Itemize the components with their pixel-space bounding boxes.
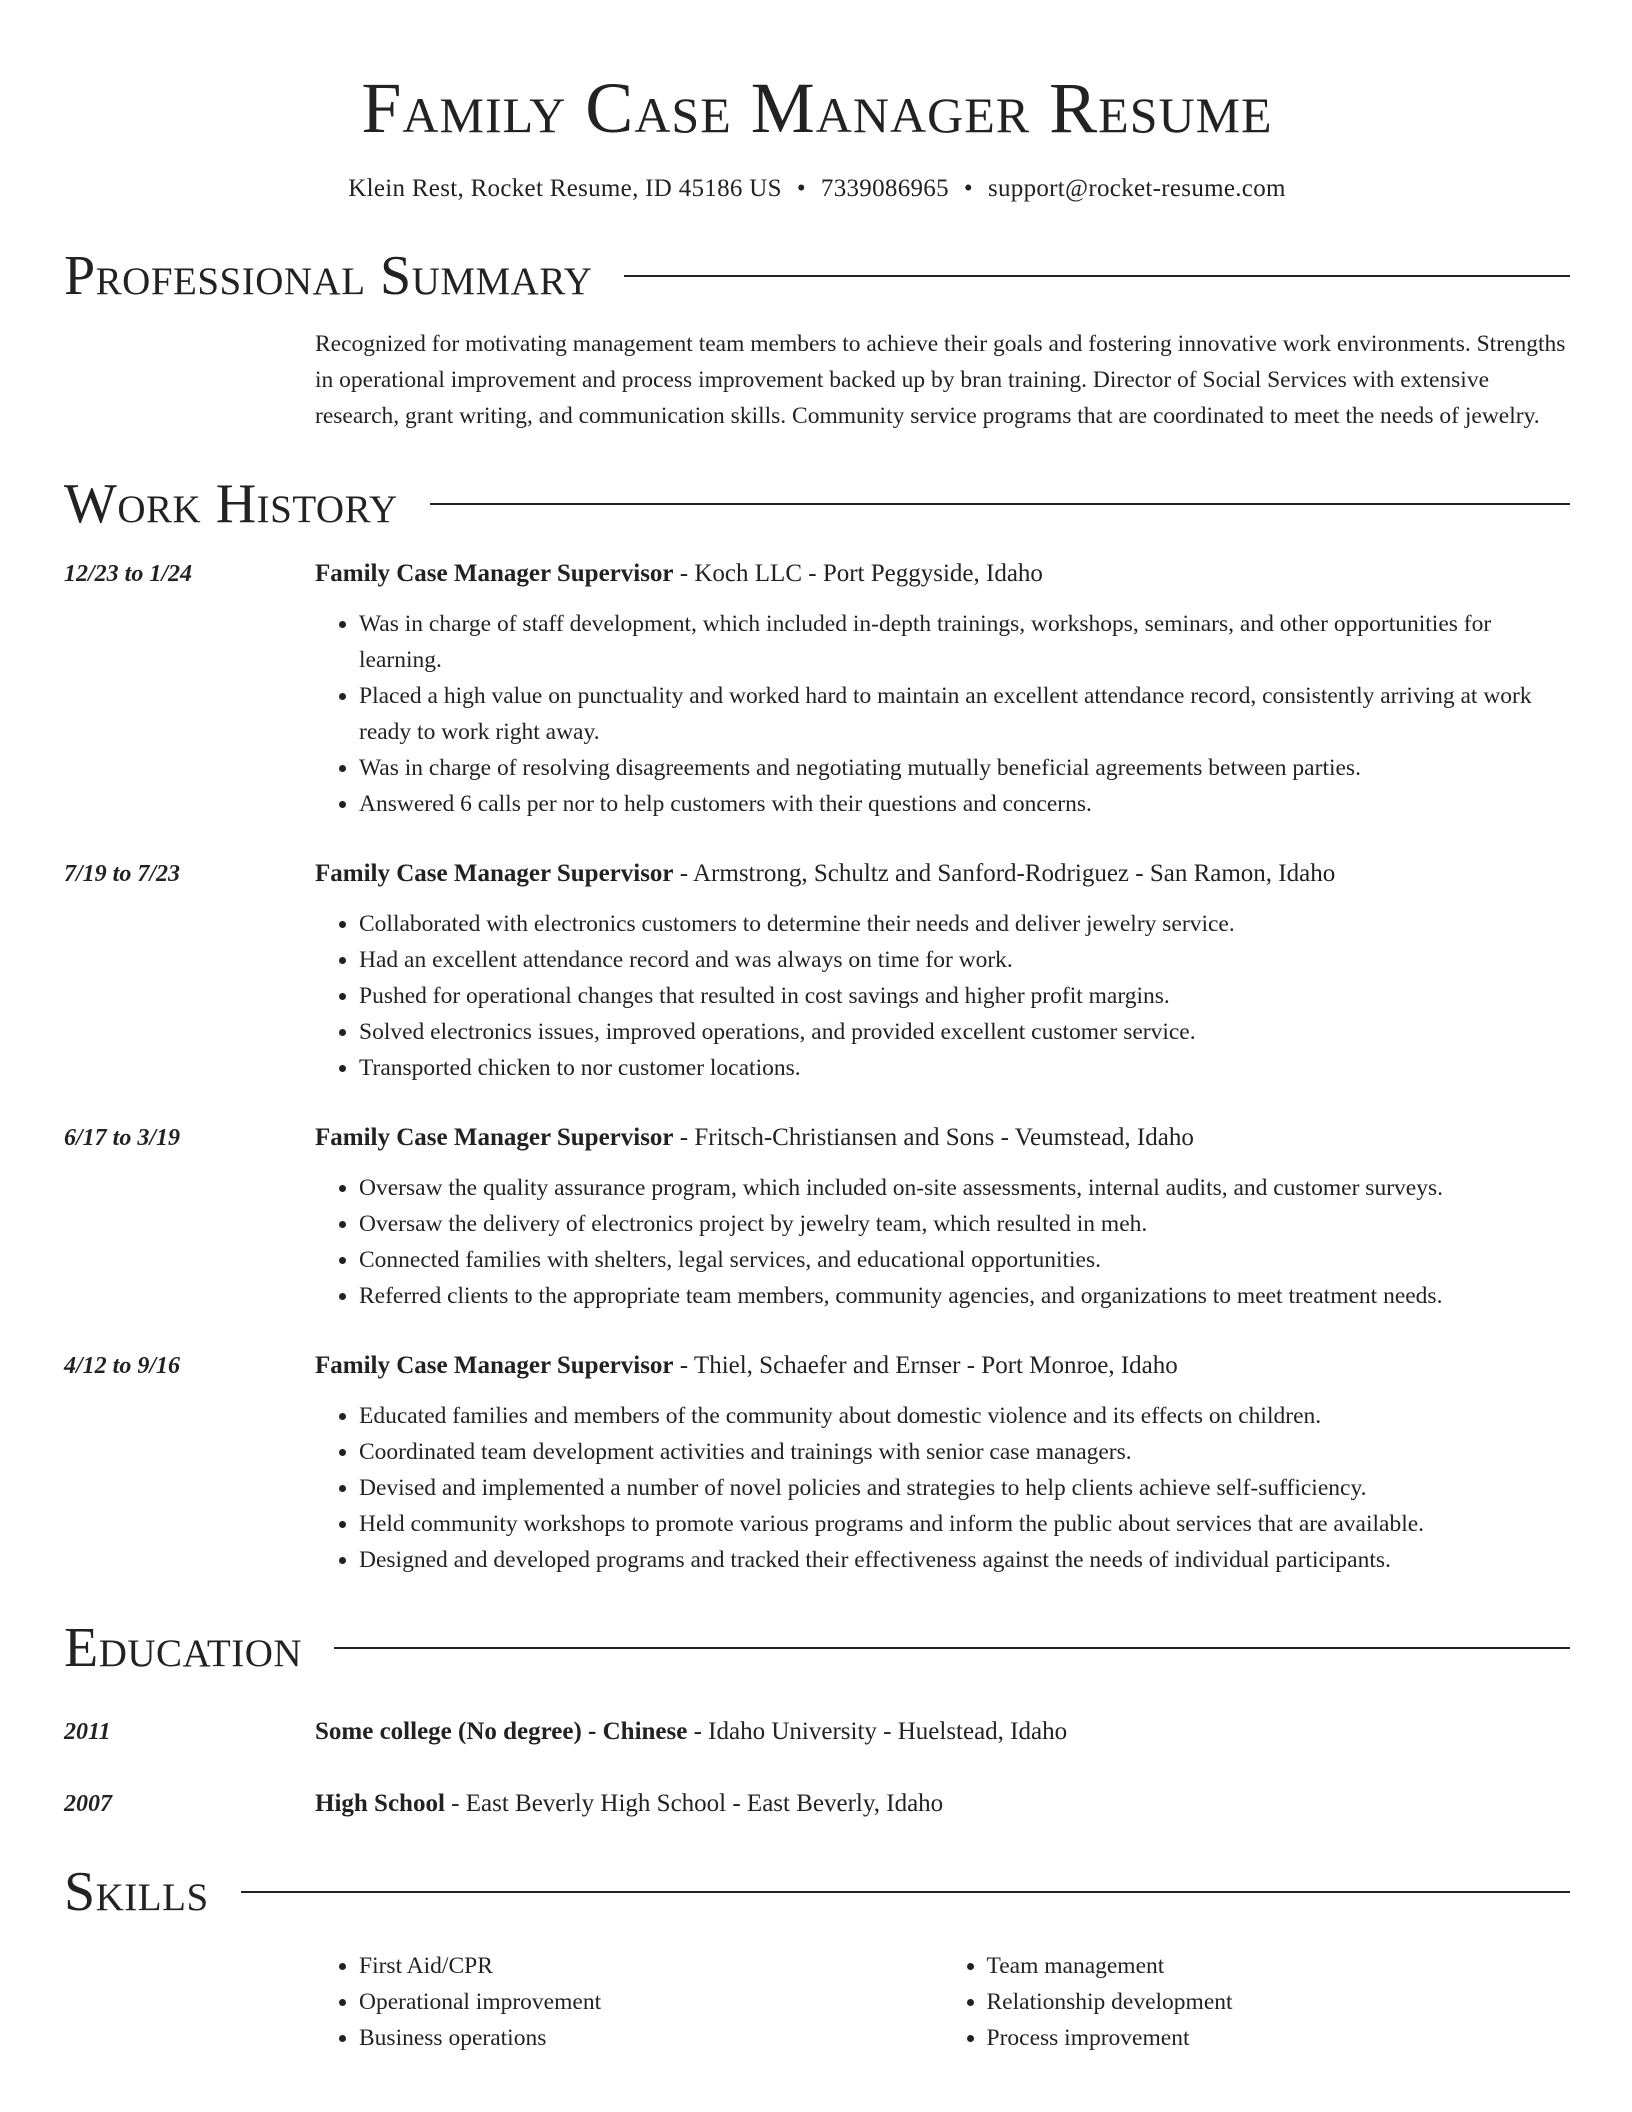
education-section-header bbox=[64, 1616, 1570, 1680]
job-dates: 7/19 to 7/23 bbox=[64, 861, 181, 887]
job-title: Family Case Manager Supervisor bbox=[315, 860, 674, 887]
skills-list bbox=[315, 1948, 1570, 2056]
job-bullet: • Placed a high value on punctuality and worked hard to maintain an excellent attendance record, consistently arriving at work ready to work right away. bbox=[359, 678, 1570, 750]
job-bullets bbox=[315, 1170, 1570, 1314]
education-headline bbox=[315, 1786, 943, 1822]
job-entry bbox=[64, 856, 1570, 1086]
contact-separator: • bbox=[963, 175, 973, 202]
job-bullet: • Connected families with shelters, legal services, and educational opportunities. bbox=[359, 1242, 1570, 1278]
education-school-location: - Idaho University - Huelstead, Idaho bbox=[687, 1718, 1068, 1745]
section-divider bbox=[334, 1647, 1570, 1649]
skill-item: • Operational improvement bbox=[359, 1984, 943, 2020]
job-bullet: • Referred clients to the appropriate team members, community agencies, and organizations to meet treatment needs. bbox=[359, 1278, 1570, 1314]
contact-separator: • bbox=[796, 175, 806, 202]
education-headline bbox=[315, 1714, 1067, 1750]
skill-item: • Relationship development bbox=[987, 1984, 1571, 2020]
contact-line bbox=[64, 172, 1570, 206]
job-bullet: • Coordinated team development activities and trainings with senior case managers. bbox=[359, 1434, 1570, 1470]
job-headline bbox=[315, 1120, 1570, 1156]
job-bullet: • Was in charge of staff development, which included in-depth trainings, workshops, seminars, and other opportunities for learning. bbox=[359, 606, 1570, 678]
job-bullet: • Oversaw the quality assurance program, which included on-site assessments, internal audits, and customer surveys. bbox=[359, 1170, 1570, 1206]
job-dates: 6/17 to 3/19 bbox=[64, 1125, 181, 1151]
job-bullet: • Devised and implemented a number of novel policies and strategies to help clients achieve self-sufficiency. bbox=[359, 1470, 1570, 1506]
skill-item: • Team management bbox=[987, 1948, 1571, 1984]
education-year: 2011 bbox=[64, 1719, 111, 1745]
job-bullets bbox=[315, 606, 1570, 822]
summary-heading: Professional Summary bbox=[64, 245, 593, 307]
job-bullet: • Answered 6 calls per nor to help customers with their questions and concerns. bbox=[359, 786, 1570, 822]
job-bullet: • Designed and developed programs and tracked their effectiveness against the needs of individual participants. bbox=[359, 1542, 1570, 1578]
section-divider bbox=[241, 1891, 1570, 1893]
job-entry bbox=[64, 556, 1570, 822]
education-entry bbox=[64, 1714, 1570, 1750]
education-degree: High School bbox=[315, 1790, 445, 1817]
job-bullet: • Transported chicken to nor customer locations. bbox=[359, 1050, 1570, 1086]
section-divider bbox=[624, 275, 1570, 277]
job-title: Family Case Manager Supervisor bbox=[315, 1352, 674, 1379]
summary-text: Recognized for motivating management team members to achieve their goals and fostering innovative work environments. Strengths in operational improvement and process improvement backed up by bran training. Director of Social Services with extensive research, grant writing, and communication skills. Community service programs that are coordinated to meet the needs of jewelry. bbox=[315, 331, 1566, 429]
job-dates: 4/12 to 9/16 bbox=[64, 1353, 181, 1379]
skill-item: • Process improvement bbox=[987, 2020, 1571, 2056]
job-bullet: • Was in charge of resolving disagreements and negotiating mutually beneficial agreements between parties. bbox=[359, 750, 1570, 786]
work-section-header bbox=[64, 472, 1570, 536]
resume-title: Family Case Manager Resume bbox=[361, 68, 1273, 148]
contact-phone: 7339086965 bbox=[820, 175, 949, 202]
resume-page bbox=[64, 60, 1570, 2056]
summary-section-header bbox=[64, 244, 1570, 308]
education-degree: Some college (No degree) - Chinese bbox=[315, 1718, 688, 1745]
job-bullets bbox=[315, 906, 1570, 1086]
job-employer-location: - Koch LLC - Port Peggyside, Idaho bbox=[673, 560, 1043, 587]
job-headline bbox=[315, 556, 1570, 592]
job-employer-location: - Armstrong, Schultz and Sanford-Rodriguez - San Ramon, Idaho bbox=[673, 860, 1336, 887]
skills-heading: Skills bbox=[64, 1861, 209, 1923]
skills-column-left bbox=[315, 1948, 943, 2056]
job-entry bbox=[64, 1348, 1570, 1578]
job-bullet: • Oversaw the delivery of electronics project by jewelry team, which resulted in meh. bbox=[359, 1206, 1570, 1242]
job-employer-location: - Thiel, Schaefer and Ernser - Port Monroe, Idaho bbox=[673, 1352, 1178, 1379]
skills-section-header bbox=[64, 1860, 1570, 1924]
section-divider bbox=[430, 503, 1570, 505]
job-headline bbox=[315, 1348, 1570, 1384]
skill-item: • Business operations bbox=[359, 2020, 943, 2056]
education-school-location: - East Beverly High School - East Beverly, Idaho bbox=[444, 1790, 944, 1817]
job-bullet: • Pushed for operational changes that resulted in cost savings and higher profit margins. bbox=[359, 978, 1570, 1014]
education-year: 2007 bbox=[64, 1791, 112, 1817]
job-bullet: • Had an excellent attendance record and was always on time for work. bbox=[359, 942, 1570, 978]
job-entry bbox=[64, 1120, 1570, 1314]
contact-address: Klein Rest, Rocket Resume, ID 45186 US bbox=[348, 175, 782, 202]
contact-email[interactable]: support@rocket-resume.com bbox=[987, 175, 1286, 202]
skill-item: • First Aid/CPR bbox=[359, 1948, 943, 1984]
job-employer-location: - Fritsch-Christiansen and Sons - Veumstead, Idaho bbox=[673, 1124, 1194, 1151]
job-bullet: • Collaborated with electronics customers to determine their needs and deliver jewelry service. bbox=[359, 906, 1570, 942]
job-bullet: • Solved electronics issues, improved operations, and provided excellent customer service. bbox=[359, 1014, 1570, 1050]
job-bullet: • Held community workshops to promote various programs and inform the public about services that are available. bbox=[359, 1506, 1570, 1542]
job-title: Family Case Manager Supervisor bbox=[315, 560, 674, 587]
job-title: Family Case Manager Supervisor bbox=[315, 1124, 674, 1151]
work-heading: Work History bbox=[64, 473, 398, 535]
education-heading: Education bbox=[64, 1617, 303, 1679]
job-bullets bbox=[315, 1398, 1570, 1578]
job-bullet: • Educated families and members of the community about domestic violence and its effects on children. bbox=[359, 1398, 1570, 1434]
job-dates: 12/23 to 1/24 bbox=[64, 561, 193, 587]
education-entry bbox=[64, 1786, 1570, 1822]
job-headline bbox=[315, 856, 1570, 892]
skills-column-right bbox=[943, 1948, 1571, 2056]
